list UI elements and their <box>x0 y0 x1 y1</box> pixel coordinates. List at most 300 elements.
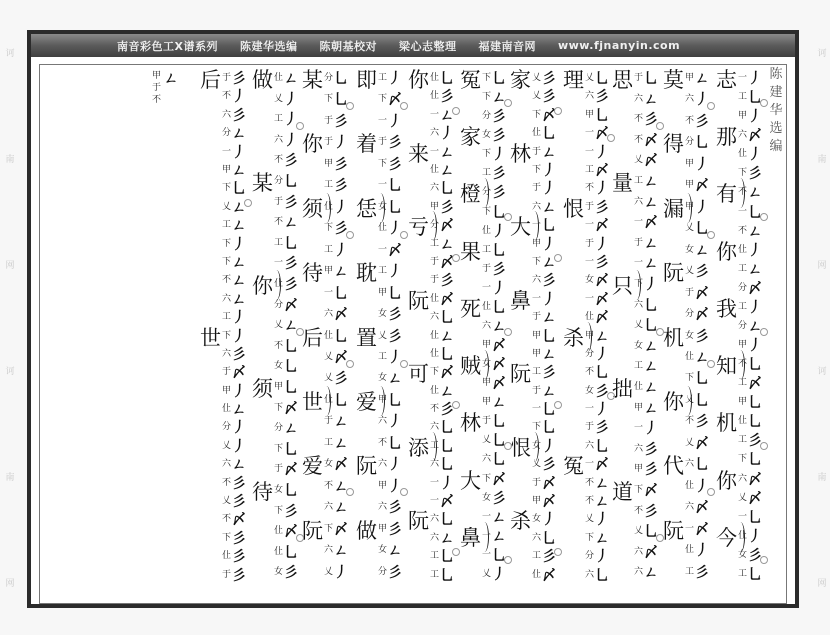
notation-stroke: 丿 <box>695 543 709 560</box>
notation-char: 一 <box>482 282 492 293</box>
notation-stroke: 乚 <box>388 178 402 195</box>
notation-char: 下 <box>274 402 284 413</box>
notation-stroke: 彡 <box>232 494 246 511</box>
notation-stroke: ㄥ <box>164 71 178 87</box>
notation-stroke: 乚 <box>334 71 348 87</box>
notation-char: 仩 <box>222 404 232 415</box>
notation-stroke: 丿 <box>388 221 402 238</box>
notation-stroke: 乚 <box>440 549 454 566</box>
lyric-char: 阮 <box>408 288 429 313</box>
notation-stroke: 乚 <box>595 107 609 124</box>
notation-stroke: 彡 <box>595 199 609 216</box>
notation-char: 仩 <box>738 530 748 541</box>
notation-char: 一 <box>482 530 492 541</box>
lyric-char: 鼻 <box>510 288 531 313</box>
lyric-char: 我 <box>716 296 737 321</box>
notation-char: 下 <box>378 158 388 169</box>
notation-stroke: ㄥ <box>748 261 762 278</box>
notation-stroke: 乚 <box>440 310 454 327</box>
notation-char: 下 <box>634 485 644 495</box>
notation-char: 女 <box>685 330 695 341</box>
notation-stroke: 彡 <box>284 503 298 520</box>
notation-stroke: 乚 <box>492 414 506 431</box>
lyric-char: 待 <box>302 261 323 286</box>
notation-char: 工 <box>634 176 644 186</box>
notation-char: 六 <box>685 459 695 470</box>
notation-char: 下 <box>274 505 284 516</box>
notation-char: 分 <box>685 137 695 148</box>
notation-stroke: 彡 <box>334 113 348 130</box>
notation-stroke: 〆 <box>232 365 246 382</box>
notation-stroke: 彡 <box>595 420 609 437</box>
notation-stroke: 乚 <box>284 359 298 376</box>
lyric-char: 阮 <box>356 454 377 479</box>
notation-char: 于 <box>222 569 232 580</box>
notation-stroke: 丿 <box>748 147 762 164</box>
notation-stroke: 乚 <box>492 71 506 87</box>
notation-stroke: ㄥ <box>595 494 609 511</box>
notation-stroke: 彡 <box>748 433 762 450</box>
notation-stroke: 丿 <box>334 135 348 152</box>
notation-stroke: 乚 <box>440 438 454 455</box>
notation-stroke: 〆 <box>595 273 609 290</box>
lyric-char: 恨 <box>510 435 531 460</box>
notation-stroke: ㄥ <box>644 400 658 417</box>
notation-char: 工 <box>634 361 644 372</box>
notation-char: 下 <box>532 109 542 120</box>
notation-char: 工 <box>482 244 492 255</box>
notation-stroke: 彡 <box>644 462 658 479</box>
notation-char: 一 <box>378 244 388 255</box>
notation-char: 工 <box>274 237 284 248</box>
beat-circle <box>656 534 664 542</box>
beat-circle <box>346 488 354 496</box>
lyric-char: 阮 <box>663 261 684 286</box>
notation-stroke: ㄥ <box>440 236 454 253</box>
notation-char: 下 <box>324 223 334 234</box>
notation-char: 下 <box>324 94 334 105</box>
notation-char: 下 <box>222 256 232 267</box>
notation-char: 不 <box>274 155 284 166</box>
notation-stroke: 彡 <box>695 414 709 431</box>
notation-char: 甲 <box>378 394 388 405</box>
notation-char: 仩 <box>274 526 284 537</box>
notation-char: 不 <box>738 359 748 370</box>
notation-stroke: 〆 <box>748 490 762 507</box>
notation-char: 于 <box>324 137 334 148</box>
notation-char: 不 <box>274 217 284 228</box>
notation-stroke: 〆 <box>542 475 556 492</box>
notation-stroke: 乚 <box>644 71 658 87</box>
notation-stroke: 〆 <box>748 280 762 297</box>
editor-label-char: 编 <box>769 139 783 154</box>
notation-stroke: 乚 <box>542 420 556 437</box>
beat-circle <box>760 442 768 450</box>
notation-char: 一 <box>585 459 595 470</box>
slur-mark <box>530 432 542 462</box>
notation-stroke: 〆 <box>232 512 246 529</box>
lyric-char: 道 <box>612 480 633 504</box>
notation-char: 六 <box>324 502 334 513</box>
notation-stroke: 乚 <box>440 567 454 584</box>
notation-stroke: ㄥ <box>695 242 709 259</box>
notation-char: 工 <box>532 367 542 378</box>
notation-stroke: ㄥ <box>695 349 709 366</box>
notation-stroke: ㄥ <box>232 402 246 419</box>
notation-char: 甲 <box>685 73 695 83</box>
notation-stroke: 乚 <box>695 392 709 409</box>
notation-char: 仩 <box>430 385 440 396</box>
notation-char: 工 <box>685 566 695 577</box>
lyric-char: 大 <box>460 468 481 493</box>
notation-char: 仩 <box>585 312 595 323</box>
beat-circle <box>452 401 460 409</box>
watermark-text: 诃 <box>3 48 14 58</box>
notation-stroke: 彡 <box>284 277 298 293</box>
notation-char: 六 <box>430 183 440 194</box>
notation-char: 甲 <box>532 496 542 507</box>
notation-stroke: 彡 <box>388 135 402 152</box>
notation-stroke: ㄥ <box>644 194 658 211</box>
notation-char: 于 <box>532 385 542 396</box>
lyric-char: 拙 <box>612 377 633 401</box>
notation-stroke: 〆 <box>542 107 556 124</box>
notation-stroke: 乚 <box>440 512 454 529</box>
notation-stroke: ㄥ <box>644 235 658 252</box>
notation-stroke: ㄥ <box>284 421 298 438</box>
notation-char: 甲 <box>738 397 748 408</box>
notation-char: 不 <box>738 225 748 236</box>
lyric-char: 林 <box>460 411 481 436</box>
lyric-char: 家 <box>460 125 481 150</box>
notation-char: 仩 <box>738 244 748 255</box>
notation-char: 下 <box>532 422 542 433</box>
notation-char: 于 <box>324 115 334 126</box>
lyric-char: 恨 <box>563 196 584 221</box>
notation-stroke: ㄥ <box>542 144 556 161</box>
notation-stroke: 丿 <box>644 421 658 438</box>
lyric-char: 世 <box>200 325 221 350</box>
notation-stroke: 乚 <box>334 392 348 409</box>
notation-char: 六 <box>634 196 644 207</box>
notation-stroke: 〆 <box>492 338 506 355</box>
notation-stroke: 彡 <box>492 166 506 183</box>
slur-mark <box>683 193 695 223</box>
notation-char: 一 <box>430 477 440 488</box>
notation-stroke: 彡 <box>232 530 246 547</box>
notation-char: 分 <box>274 423 284 434</box>
notation-stroke: 乚 <box>388 285 402 302</box>
notation-stroke: 乚 <box>232 181 246 198</box>
slur-mark <box>480 350 492 380</box>
notation-char: 甲 <box>378 287 388 298</box>
lyric-char: 志 <box>716 68 737 92</box>
notation-char: 仩 <box>482 301 492 312</box>
notation-char: 乂 <box>585 514 595 525</box>
notation-char: 甲 <box>430 201 440 212</box>
notation-char: 六 <box>685 94 695 105</box>
notation-char: 仩 <box>634 382 644 392</box>
notation-stroke: 丿 <box>595 144 609 161</box>
notation-char: 乂 <box>585 73 595 83</box>
notation-char: 下 <box>222 238 232 249</box>
notation-char: 不 <box>222 514 232 525</box>
notation-stroke: 丿 <box>334 564 348 581</box>
watermark-text: 南 <box>3 471 14 481</box>
notation-char: 甲 <box>738 111 748 122</box>
notation-stroke: ㄥ <box>440 144 454 161</box>
notation-char: 六 <box>482 454 492 465</box>
notation-char: 六 <box>532 201 542 212</box>
lyric-char: 你 <box>252 274 273 298</box>
notation-char: 不 <box>222 275 232 286</box>
notation-char: 不 <box>222 477 232 488</box>
notation-char: 仩 <box>222 551 232 562</box>
notation-stroke: 〆 <box>644 544 658 561</box>
notation-stroke: 彡 <box>284 153 298 170</box>
notation-char: 甲 <box>222 164 232 175</box>
notation-char: 工 <box>378 266 388 277</box>
beat-circle <box>760 213 768 221</box>
notation-char: 工 <box>274 114 284 125</box>
notation-stroke: 〆 <box>284 524 298 541</box>
lyric-char: 着 <box>356 132 377 157</box>
notation-stroke: 丿 <box>388 113 402 130</box>
notation-char: 于 <box>685 287 695 298</box>
notation-stroke: ㄥ <box>232 218 246 235</box>
notation-char: 于 <box>430 275 440 286</box>
beat-circle <box>760 556 768 564</box>
notation-char: 仩 <box>430 330 440 341</box>
notation-char: 乂 <box>274 93 284 104</box>
notation-char: 甲 <box>685 158 695 169</box>
notation-char: 女 <box>274 567 284 578</box>
beat-circle <box>452 548 460 556</box>
notation-stroke: 〆 <box>334 349 348 366</box>
notation-stroke: 〆 <box>644 132 658 149</box>
lyric-char: 那 <box>716 125 737 150</box>
notation-stroke: ㄥ <box>232 254 246 271</box>
notation-stroke: 乚 <box>284 380 298 396</box>
notation-char: 一 <box>482 549 492 560</box>
notation-stroke: ㄥ <box>492 318 506 335</box>
notation-char: 仩 <box>324 330 334 341</box>
beat-circle <box>607 392 615 400</box>
lyric-char: 冤 <box>563 454 584 479</box>
notation-char: 六 <box>430 459 440 470</box>
notation-char: 女 <box>634 340 644 351</box>
beat-circle <box>346 231 354 239</box>
lyric-char: 理 <box>563 68 584 92</box>
watermark-text: 南 <box>3 154 14 164</box>
notation-stroke: 丿 <box>748 242 762 259</box>
notation-char: 甲 <box>585 330 595 341</box>
notation-stroke: 乚 <box>542 218 556 235</box>
notation-char: 仩 <box>274 279 284 289</box>
notation-char: 乂 <box>378 330 388 341</box>
notation-stroke: 彡 <box>388 156 402 173</box>
notation-char: 乂 <box>222 496 232 507</box>
beat-circle <box>400 102 408 110</box>
notation-stroke: ㄥ <box>595 530 609 547</box>
notation-stroke: ㄥ <box>232 126 246 143</box>
notation-stroke: 〆 <box>748 376 762 393</box>
notation-char: 于 <box>482 263 492 274</box>
notation-char: 于 <box>585 201 595 212</box>
notation-stroke: 乚 <box>334 92 348 109</box>
lyric-char: 你 <box>408 68 429 92</box>
notation-char: 六 <box>634 299 644 310</box>
lyric-char: 你 <box>663 389 684 414</box>
notation-char: 下 <box>482 73 492 83</box>
notation-char: 一 <box>585 293 595 304</box>
notation-char: 六 <box>585 91 595 102</box>
notation-char: 甲 <box>685 180 695 191</box>
notation-char: 一 <box>585 220 595 231</box>
beat-circle <box>707 102 715 110</box>
notation-stroke: 〆 <box>388 92 402 109</box>
notation-char: 于 <box>532 312 542 323</box>
notation-char: 乂 <box>222 440 232 451</box>
notation-stroke: 乚 <box>440 457 454 474</box>
notation-char: 下 <box>482 473 492 484</box>
lyric-char: 做 <box>356 518 377 543</box>
notation-char: 不 <box>585 496 595 507</box>
notation-stroke: 乚 <box>492 204 506 221</box>
notation-char: 一 <box>585 404 595 415</box>
notation-stroke: 彡 <box>388 328 402 345</box>
beat-circle <box>554 107 562 115</box>
notation-stroke: 丿 <box>748 528 762 545</box>
notation-char: 甲 <box>685 201 695 212</box>
notation-char: 于 <box>585 238 595 249</box>
editor-label-char: 华 <box>769 103 783 118</box>
notation-char: 工 <box>430 238 440 249</box>
notation-char: 女 <box>532 440 542 451</box>
notation-char: 于 <box>532 477 542 488</box>
notation-char: 工 <box>378 351 388 362</box>
beat-circle <box>554 548 562 556</box>
notation-stroke: 丿 <box>695 478 709 495</box>
beat-circle <box>707 231 715 239</box>
notation-char: 女 <box>274 361 284 372</box>
notation-stroke: 乚 <box>748 452 762 469</box>
notation-stroke: 乚 <box>644 524 658 541</box>
lyric-char: 橙 <box>460 182 481 207</box>
notation-char: 仩 <box>532 569 542 580</box>
notation-stroke: 〆 <box>334 521 348 538</box>
notation-stroke: 彡 <box>542 89 556 106</box>
notation-char: 甲 <box>324 158 334 169</box>
slur-mark <box>376 386 388 416</box>
notation-char: 仩 <box>430 73 440 83</box>
notation-char: 六 <box>430 514 440 525</box>
notation-char: 不 <box>324 480 334 491</box>
notation-stroke: 丿 <box>232 383 246 400</box>
notation-char: 不 <box>222 91 232 102</box>
slur-mark <box>376 193 388 223</box>
notation-char: 六 <box>585 440 595 451</box>
slur-mark <box>480 522 492 552</box>
notation-stroke: 乚 <box>748 357 762 374</box>
notation-stroke: 乚 <box>284 174 298 190</box>
notation-char: 六 <box>324 545 334 556</box>
notation-stroke: 丿 <box>595 512 609 529</box>
beat-circle <box>296 122 304 130</box>
notation-stroke: 〆 <box>595 218 609 235</box>
notation-char: 乂 <box>634 155 644 166</box>
lyric-char: 恁 <box>356 196 377 221</box>
notation-char: 六 <box>430 128 440 139</box>
notation-char: 六 <box>634 443 644 454</box>
lyric-char: 大 <box>510 215 531 240</box>
notation-char: 甲 <box>738 340 748 351</box>
notation-char: 六 <box>685 502 695 513</box>
lyric-char: 你 <box>716 468 737 493</box>
slur-mark <box>322 193 334 223</box>
notation-char: 甲 <box>532 348 542 359</box>
notation-char: 六 <box>430 532 440 543</box>
slur-mark <box>736 178 748 208</box>
notation-stroke: ㄥ <box>334 500 348 517</box>
notation-stroke: 丿 <box>695 199 709 216</box>
beat-circle <box>296 534 304 542</box>
notation-stroke: ㄥ <box>284 318 298 335</box>
notation-stroke: 乚 <box>748 509 762 526</box>
lyric-char: 爱 <box>356 389 377 414</box>
notation-char: 女 <box>324 459 334 470</box>
notation-char: 不 <box>585 477 595 488</box>
notation-stroke: 丿 <box>232 144 246 161</box>
notation-stroke: ㄥ <box>388 543 402 560</box>
notation-stroke: 彡 <box>492 490 506 507</box>
notation-stroke: 〆 <box>748 471 762 488</box>
notation-stroke: 〆 <box>595 291 609 308</box>
notation-stroke: 〆 <box>695 178 709 195</box>
notation-char: 乂 <box>634 526 644 537</box>
beat-circle <box>400 488 408 496</box>
notation-stroke: 乚 <box>542 126 556 143</box>
notation-char: 于 <box>152 83 162 93</box>
notation-stroke: 乚 <box>440 71 454 87</box>
notation-stroke: 丿 <box>388 349 402 366</box>
watermark-text: 诃 <box>815 48 826 58</box>
lyric-char: 来 <box>408 141 429 166</box>
notation-stroke: ㄥ <box>440 328 454 345</box>
notation-stroke: 丿 <box>595 346 609 363</box>
notation-char: 仩 <box>274 546 284 557</box>
notation-char: 六 <box>430 422 440 433</box>
notation-char: 一 <box>430 146 440 157</box>
lyric-char: 莫 <box>663 68 684 92</box>
notation-stroke: 彡 <box>644 503 658 520</box>
notation-char: 甲 <box>634 402 644 413</box>
notation-stroke: 乚 <box>748 395 762 412</box>
notation-stroke: 乚 <box>284 441 298 458</box>
notation-char: 不 <box>634 114 644 125</box>
notation-char: 六 <box>532 275 542 286</box>
notation-char: 工 <box>430 569 440 580</box>
beat-circle <box>504 99 512 107</box>
notation-char: 一 <box>532 220 542 231</box>
notation-stroke: 彡 <box>748 166 762 183</box>
notation-char: 一 <box>738 511 748 522</box>
notation-stroke: 乚 <box>748 204 762 221</box>
notation-char: 甲 <box>482 397 492 408</box>
notation-stroke: 彡 <box>388 500 402 517</box>
lyric-char: 置 <box>356 325 377 350</box>
notation-char: 女 <box>274 485 284 495</box>
